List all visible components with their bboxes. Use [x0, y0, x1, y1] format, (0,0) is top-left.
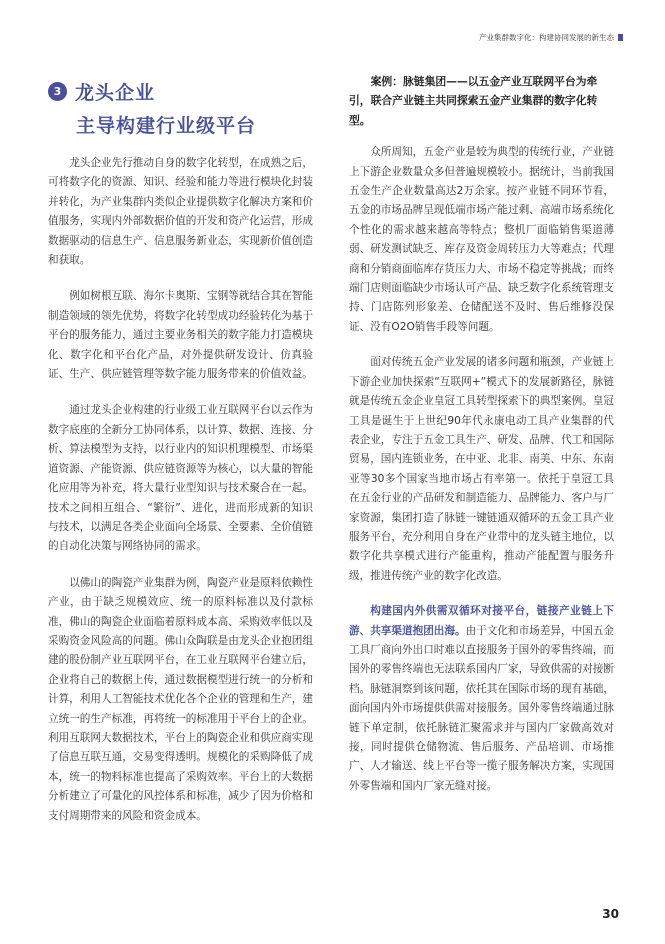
case-title: 案例：脉链集团——以五金产业互联网平台为牵引，联合产业链主共同探索五金产业集群的数字化转型。 [349, 75, 598, 127]
section-title-line1: 龙头企业 [75, 82, 156, 104]
right-column [349, 72, 614, 796]
body-paragraph: 以佛山的陶瓷产业集群为例，陶瓷产业是原料依赖性产业，由于缺乏规模效应、统一的原料标准以及付款标准，佛山的陶瓷企业面临着原料成本高、采购效率低以及采购资金风险高的问题。佛山众陶联是由龙头企业抱团组建的股份制产业互联网平台，在工业互联网平台建立后，企业将自己的数据上传，通过数据模型进行统一的分析和计算，利用人工智能技术优化各个企业的管理和生产，建立统一的生产标准，再将统一的标准用于平台上的企业。利用互联网大数据技术，平台上的陶瓷企业和供应商实现了信息互联互通，交易变得透明。规模化的采购降低了成本，统一的物料标准也提高了采购效率。平台上的大数据分析建立了可量化的风控体系和标准，减少了因为价格和支付周期带来的风险和资金成本。 [48, 576, 313, 822]
body-paragraph: 例如树根互联、海尔卡奥斯、宝钢等就结合其在智能制造领域的领先优势，将数字化转型成功经验转化为基于平台的服务能力，通过主要业务相关的数字能力打造模块化、数字化和平台化产品，对外提供研发设计、仿真验证、生产、供应链管理等数字能力服务带来的价值效益。 [48, 290, 313, 381]
page-header [0, 0, 665, 60]
header-square-icon [618, 34, 623, 41]
paragraph-body-text: 由于文化和市场差异，中国五金工具厂商向外出口时难以直接服务于国外的零售终端，而国外的零售终端也无法联系国内厂家，导致供需的对接断档。脉链洞察到该问题，依托其在国际市场的现有基础，面向国内外市场提供供需对接服务。国外零售终端通过脉链下单定制，依托脉链汇聚需求并与国内厂家做高效对接，同时提供仓储物流、售后服务、产品培训、市场推广、人才输送、线上平台等一揽子服务解决方案，实现国外零售端和国内厂家无缝对接。 [349, 624, 615, 792]
body-paragraph [349, 602, 614, 796]
running-title: 产业集群数字化：构建协同发展的新生态 [479, 33, 614, 42]
highlight-text: 构建国内外供需双循环对接平台，链接产业链上下游、共享渠道抱团出海。 [349, 605, 614, 637]
page-number: 30 [602, 907, 619, 921]
section-title-line2: 主导构建行业级平台 [76, 115, 257, 137]
section-number-badge: 3 [48, 82, 67, 101]
body-paragraph: 龙头企业先行推动自身的数字化转型，在成熟之后，可将数字化的资源、知识、经验和能力等进行模块化封装并转化，为产业集群内类似企业提供数字化解决方案和价值服务，实现内外部数据价值的开发和资产化运营，形成数据驱动的信息生产、信息服务新业态，实现新价值创造和获取。 [48, 157, 313, 267]
section-heading [48, 72, 313, 142]
body-paragraph: 众所周知，五金产业是较为典型的传统行业，产业链上下游企业数量众多但普遍规模较小。据统计，当前我国五金生产企业数量高达2万余家。按产业链不同环节看，五金的市场品牌呈现低端市场产能过剩、高端市场系统化个性化的需求越来越高等特点；整机厂面临销售渠道薄弱、研发测试缺乏、库存及资金周转压力大等难点；代理商和分销商面临库存货压力大、市场不稳定等挑战；而终端门店则面临缺少市场认可产品、缺乏数字化系统管理支持、门店陈列形象差、仓储配送不及时、售后维修没保证、没有O2O销售手段等问题。 [349, 146, 614, 333]
body-paragraph: 通过龙头企业构建的行业级工业互联网平台以云作为数字底座的全新分工协同体系，以计算、数据、连接、分析、算法模型为支持，以行业内的知识机理模型、市场渠道资源、产能资源、供应链资源等为核心，以大量的智能化应用等为补充，将大量行业型知识与技术聚合在一起。技术之间相互组合、“繁衍”、进化，进而形成新的知识与技术，以满足各类企业面向全场景、全要素、全价值链的自动化决策与网络协同的需求。 [48, 404, 313, 553]
left-column [48, 72, 313, 826]
body-paragraph: 面对传统五金产业发展的诸多问题和瓶颈，产业链上下游企业加快探索“互联网+”模式下的发展新路径，脉链就是传统五金企业皇冠工具转型探索下的典型案例。皇冠工具是诞生于上世纪90年代永康电动工具产业集群的代表企业，专注于五金工具生产、研发、品牌、代工和国际贸易，国内连锁业务，在中亚、北非、南美、中东、东南亚等30多个国家当地市场占有率第一。依托于皇冠工具在五金行业的产品研发和制造能力、品牌能力、客户与厂家资源，集团打造了脉链一键链通双循环的五金工具产业服务平台，充分利用自身在产业带中的龙头链主地位，以数字化共享模式进行产能重构，推动产能配置与服务升级，推进传统产业的数字化改造。 [349, 356, 614, 582]
running-head [479, 32, 623, 43]
